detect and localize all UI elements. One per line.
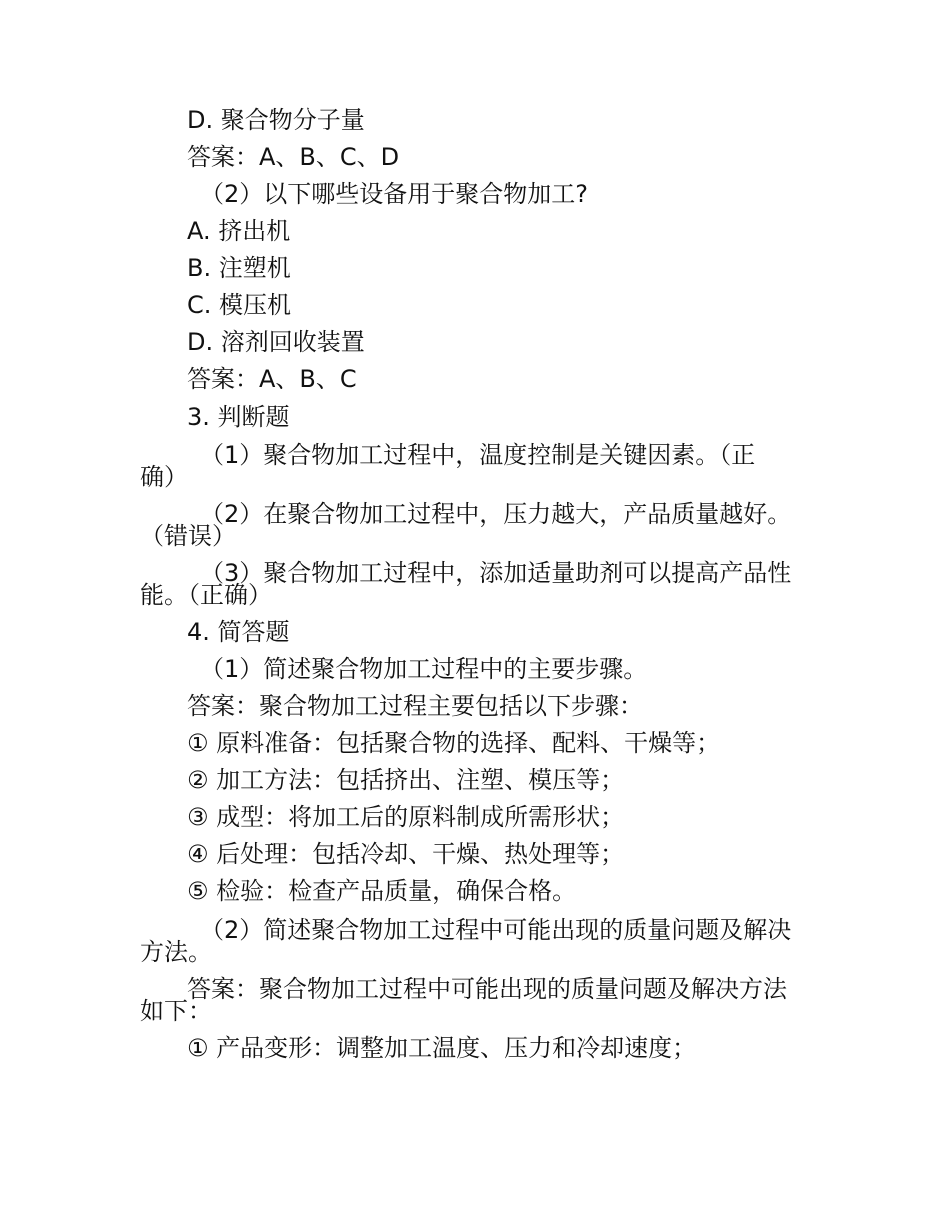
short-question-1: （1）简述聚合物加工过程中的主要步骤。 (200, 655, 648, 683)
option-b-injection-molder: B. 注塑机 (187, 254, 291, 282)
answer-q2: 答案：A、B、C (187, 365, 357, 393)
step-5-inspection: ⑤ 检验：检查产品质量，确保合格。 (187, 877, 577, 905)
step-2-processing-method: ② 加工方法：包括挤出、注塑、模压等； (187, 766, 625, 794)
tf-statement-2-continuation: （错误） (140, 522, 236, 550)
short-answer-1-intro: 答案：聚合物加工过程主要包括以下步骤： (187, 692, 643, 720)
step-1-raw-material: ① 原料准备：包括聚合物的选择、配料、干燥等； (187, 729, 721, 757)
option-d-solvent-recovery: D. 溶剂回收装置 (187, 328, 365, 356)
tf-statement-3-continuation: 能。（正确） (140, 581, 272, 609)
option-a-extruder: A. 挤出机 (187, 217, 291, 245)
section-true-false-heading: 3. 判断题 (187, 403, 290, 431)
short-answer-2-intro: 答案：聚合物加工过程中可能出现的质量问题及解决方法 (187, 975, 787, 1003)
tf-statement-1: （1）聚合物加工过程中，温度控制是关键因素。（正 (200, 441, 756, 469)
short-question-2-continuation: 方法。 (140, 938, 212, 966)
tf-statement-1-continuation: 确） (140, 463, 188, 491)
tf-statement-3: （3）聚合物加工过程中，添加适量助剂可以提高产品性 (200, 559, 792, 587)
tf-statement-2: （2）在聚合物加工过程中，压力越大，产品质量越好。 (200, 500, 792, 528)
problem-1-deformation: ① 产品变形：调整加工温度、压力和冷却速度； (187, 1034, 697, 1062)
question-2: （2）以下哪些设备用于聚合物加工? (200, 180, 589, 208)
option-d-molecular-weight: D. 聚合物分子量 (187, 106, 365, 134)
short-question-2: （2）简述聚合物加工过程中可能出现的质量问题及解决 (200, 916, 792, 944)
answer-q1: 答案：A、B、C、D (187, 143, 400, 171)
short-answer-2-intro-continuation: 如下： (140, 997, 212, 1025)
option-c-compression-molder: C. 模压机 (187, 291, 292, 319)
step-4-post-processing: ④ 后处理：包括冷却、干燥、热处理等； (187, 840, 625, 868)
step-3-forming: ③ 成型：将加工后的原料制成所需形状； (187, 803, 625, 831)
section-short-answer-heading: 4. 简答题 (187, 618, 290, 646)
